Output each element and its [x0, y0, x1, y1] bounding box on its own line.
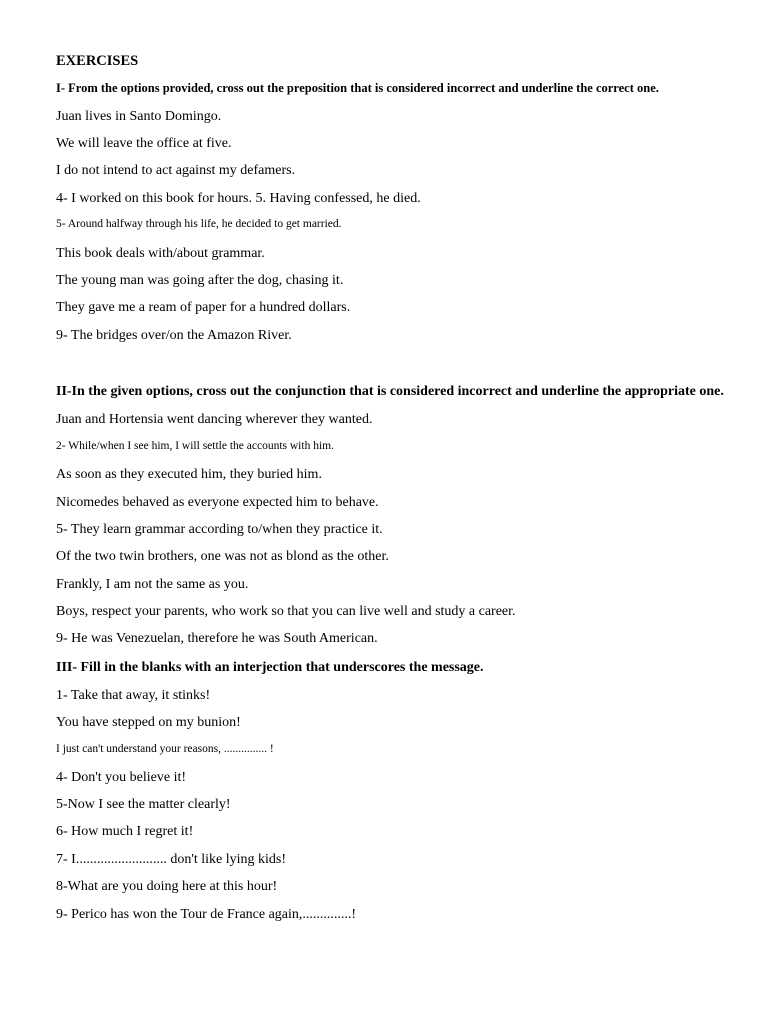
- section-1-item: They gave me a ream of paper for a hundred dollars.: [56, 300, 351, 315]
- section-2-item: Frankly, I am not the same as you.: [56, 577, 249, 592]
- section-2-item: Of the two twin brothers, one was not as blond as the other.: [56, 549, 389, 564]
- section-2-item: 5- They learn grammar according to/when they practice it.: [56, 522, 383, 537]
- section-1-item: Juan lives in Santo Domingo.: [56, 109, 222, 124]
- section-3-item: 4- Don't you believe it!: [56, 770, 187, 785]
- section-1-item: 4- I worked on this book for hours. 5. Having confessed, he died.: [56, 191, 421, 206]
- exercises-title: EXERCISES: [56, 53, 139, 69]
- section-3-item: 1- Take that away, it stinks!: [56, 688, 211, 703]
- section-2-item: Nicomedes behaved as everyone expected him to behave.: [56, 495, 379, 510]
- section-2-item: 2- While/when I see him, I will settle the accounts with him.: [56, 440, 334, 452]
- section-2-item: Juan and Hortensia went dancing wherever they wanted.: [56, 412, 373, 427]
- section-1-item: We will leave the office at five.: [56, 136, 232, 151]
- section-3-item: 5-Now I see the matter clearly!: [56, 797, 231, 812]
- section-1-item: I do not intend to act against my defamers.: [56, 163, 296, 178]
- section-3-item: 9- Perico has won the Tour de France again,..............!: [56, 907, 357, 922]
- section-2-item: 9- He was Venezuelan, therefore he was South American.: [56, 631, 378, 646]
- section-1-item: 9- The bridges over/on the Amazon River.: [56, 328, 292, 343]
- section-2-item: Boys, respect your parents, who work so that you can live well and study a career.: [56, 604, 516, 619]
- section-1-item: The young man was going after the dog, chasing it.: [56, 273, 344, 288]
- section-3-item: I just can't understand your reasons, ............... !: [56, 743, 274, 755]
- section-3-item: 7- I.......................... don't like lying kids!: [56, 852, 287, 867]
- section-1-item: This book deals with/about grammar.: [56, 246, 265, 261]
- section-3-item: 8-What are you doing here at this hour!: [56, 879, 278, 894]
- section-3-heading: III- Fill in the blanks with an interjection that underscores the message.: [56, 660, 484, 675]
- section-3-item: You have stepped on my bunion!: [56, 715, 241, 730]
- section-2-heading: II-In the given options, cross out the conjunction that is considered incorrect and underline the appropriate one.: [56, 384, 724, 399]
- section-1-item: 5- Around halfway through his life, he decided to get married.: [56, 218, 342, 230]
- section-1-heading: I- From the options provided, cross out the preposition that is considered incorrect and underline the correct one.: [56, 81, 659, 95]
- section-2-item: As soon as they executed him, they buried him.: [56, 467, 322, 482]
- section-3-item: 6- How much I regret it!: [56, 824, 194, 839]
